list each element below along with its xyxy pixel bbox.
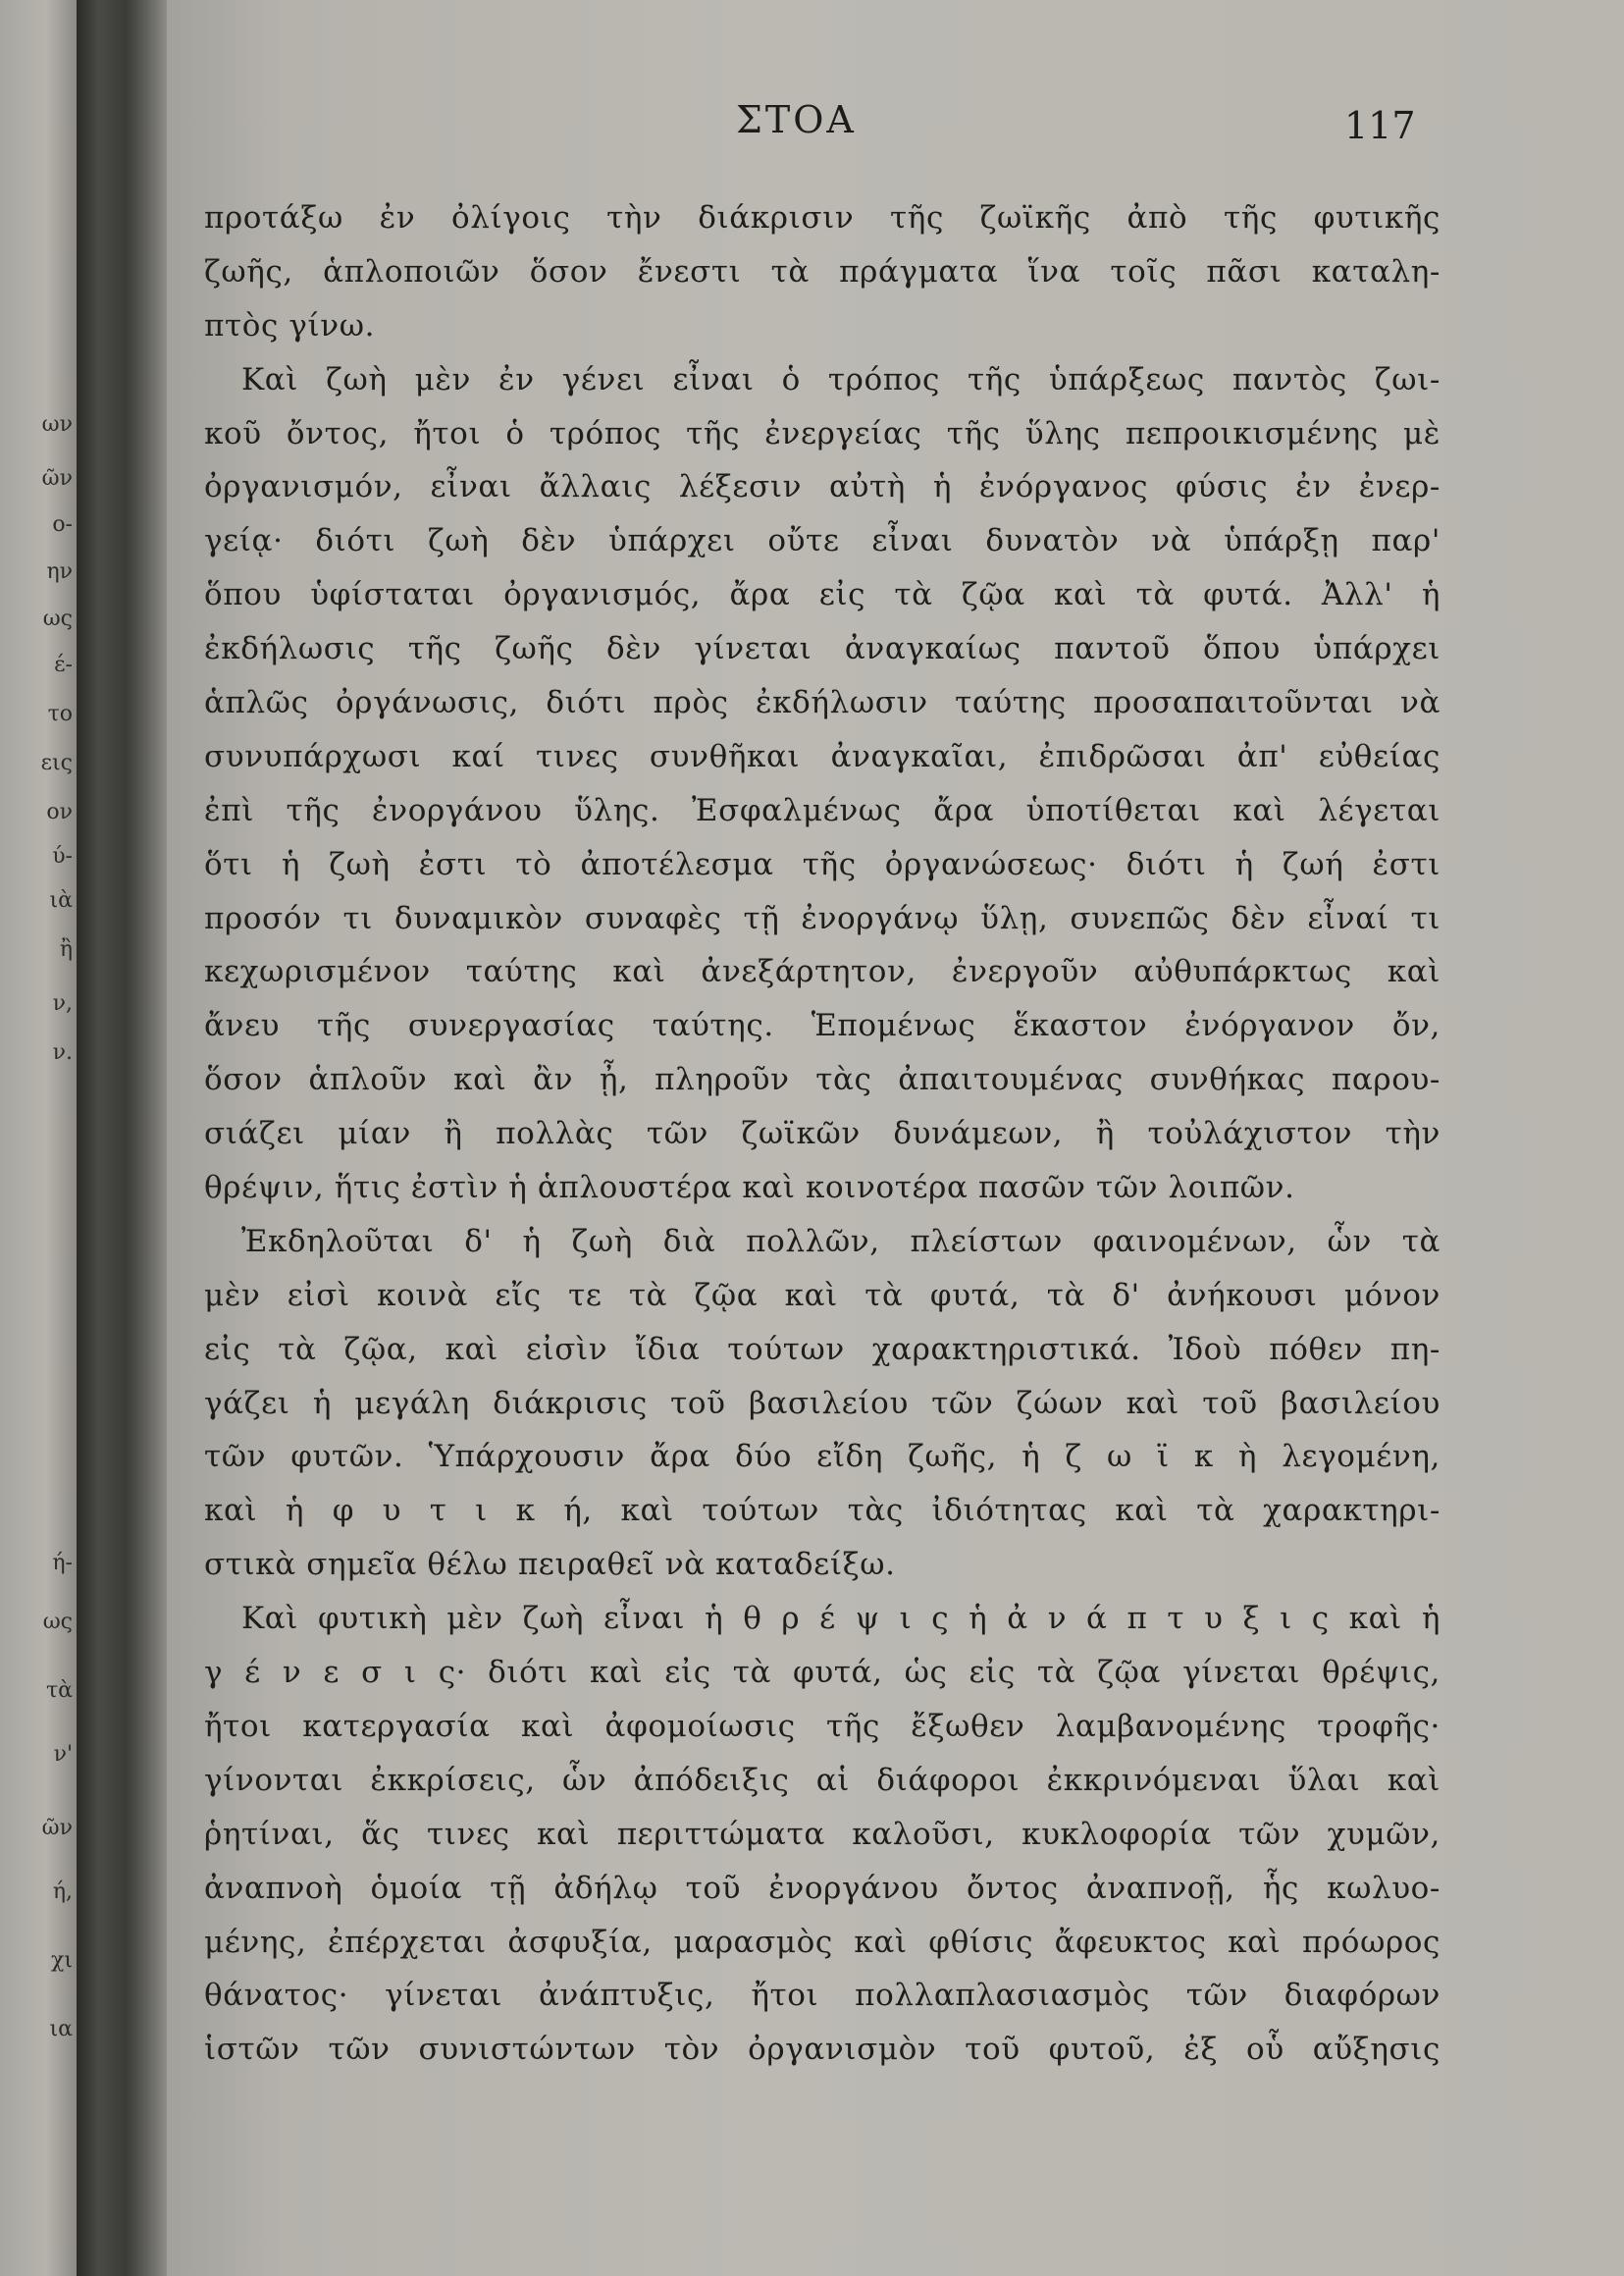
body-text [204, 191, 1441, 2077]
text-line: γ έ ν ε σ ι ς· διότι καὶ εἰς τὰ φυτά, ὡς εἰς τὰ ζῷα γίνεται θρέψις, [204, 1655, 1441, 1691]
margin-fragment: έ- [54, 653, 73, 677]
text-line: κεχωρισμένον ταύτης καὶ ἀνεξάρτητον, ἐνεργοῦν αὐθυπάρκτως καὶ [204, 954, 1441, 990]
margin-fragment: τὰ [45, 1678, 73, 1703]
text-line: ἀναπνοὴ ὁμοία τῇ ἀδήλῳ τοῦ ἐνοργάνου ὄντος ἀναπνοῇ, ἧς κωλυο- [204, 1870, 1441, 1906]
text-line: τῶν φυτῶν. Ὑπάρχουσιν ἄρα δύο εἴδη ζωῆς, ἡ ζ ω ϊ κ ὴ λεγομένη, [204, 1439, 1441, 1475]
text-line: ἁπλῶς ὀργάνωσις, διότι πρὸς ἐκδήλωσιν ταύτης προσαπαιτοῦνται νὰ [204, 685, 1441, 721]
text-line: ὅσον ἁπλοῦν καὶ ἂν ᾖ, πληροῦν τὰς ἀπαιτουμένας συνθήκας παρου- [204, 1062, 1441, 1098]
text-line: γάζει ἡ μεγάλη διάκρισις τοῦ βασιλείου τῶν ζώων καὶ τοῦ βασιλείου [204, 1385, 1441, 1421]
text-line: εἰς τὰ ζῷα, καὶ εἰσὶν ἴδια τούτων χαρακτηριστικά. Ἰδοὺ πόθεν πη- [204, 1331, 1441, 1367]
text-line: ἤτοι κατεργασία καὶ ἀφομοίωσις τῆς ἔξωθεν λαμβανομένης τροφῆς· [204, 1708, 1441, 1744]
text-line: ὅπου ὑφίσταται ὀργανισμός, ἄρα εἰς τὰ ζῷα καὶ τὰ φυτά. Ἀλλ' ἡ [204, 577, 1441, 613]
text-line: μένης, ἐπέρχεται ἀσφυξία, μαρασμὸς καὶ φθίσις ἄφευκτος καὶ πρόωρος [204, 1924, 1441, 1960]
page-header [167, 98, 1442, 157]
text-line: Καὶ φυτικὴ μὲν ζωὴ εἶναι ἡ θ ρ έ ψ ι ς ἡ ἀ ν ά π τ υ ξ ι ς καὶ ἡ [241, 1601, 1441, 1637]
text-line: συνυπάρχωσι καί τινες συνθῆκαι ἀναγκαῖαι, ἐπιδρῶσαι ἀπ' εὐθείας [204, 738, 1441, 774]
text-line: προτάξω ἐν ὀλίγοις τὴν διάκρισιν τῆς ζωϊκῆς ἀπὸ τῆς φυτικῆς [204, 200, 1441, 236]
margin-fragment: το [47, 702, 73, 726]
running-title: ΣΤΟΑ [736, 98, 857, 141]
text-line: γείᾳ· διότι ζωὴ δὲν ὑπάρχει οὔτε εἶναι δυνατὸν νὰ ὑπάρξῃ παρ' [204, 523, 1441, 559]
margin-fragment: ή, [52, 1879, 73, 1904]
margin-fragment: ως [42, 1610, 73, 1634]
margin-fragment: ως [42, 607, 73, 631]
text-line: πτὸς γίνω. [204, 307, 376, 344]
book-gutter [77, 0, 167, 2276]
margin-fragment: ια [49, 2017, 73, 2041]
margin-fragment: ν' [53, 1742, 73, 1767]
margin-fragment: εις [40, 751, 73, 775]
text-line: Ἐκδηλοῦται δ' ἡ ζωὴ διὰ πολλῶν, πλείστων φαινομένων, ὧν τὰ [241, 1223, 1441, 1259]
text-line: Καὶ ζωὴ μὲν ἐν γένει εἶναι ὁ τρόπος τῆς ὑπάρξεως παντὸς ζωι- [241, 361, 1441, 397]
margin-fragment: ν, [52, 991, 73, 1016]
margin-fragment: ή- [52, 1551, 73, 1575]
text-line: ζωῆς, ἁπλοποιῶν ὅσον ἔνεστι τὰ πράγματα ἵνα τοῖς πᾶσι καταλη- [204, 253, 1441, 290]
text-line: στικὰ σημεῖα θέλω πειραθεῖ νὰ καταδείξω. [204, 1547, 896, 1583]
margin-fragment: ιὰ [49, 888, 73, 913]
page-number: 117 [1344, 104, 1416, 147]
text-line: γίνονται ἐκκρίσεις, ὧν ἀπόδειξις αἱ διάφοροι ἐκκρινόμεναι ὕλαι καὶ [204, 1762, 1441, 1798]
margin-fragment: ον [46, 800, 73, 824]
margin-fragment: ἢ [59, 937, 73, 962]
margin-fragment: ων [41, 412, 73, 437]
margin-fragment: ύ- [52, 844, 73, 869]
text-line: ἐκδήλωσις τῆς ζωῆς δὲν γίνεται ἀναγκαίως παντοῦ ὅπου ὑπάρχει [204, 631, 1441, 667]
margin-fragment: ν. [52, 1040, 73, 1065]
text-line: ῥητίναι, ἅς τινες καὶ περιττώματα καλοῦσι, κυκλοφορία τῶν χυμῶν, [204, 1816, 1441, 1852]
text-line: ἄνευ τῆς συνεργασίας ταύτης. Ἑπομένως ἕκαστον ἐνόργανον ὄν, [204, 1008, 1441, 1044]
margin-fragment: ην [46, 559, 73, 584]
margin-fragment: ῶν [41, 466, 73, 491]
text-line: ἐπὶ τῆς ἐνοργάνου ὕλης. Ἐσφαλμένως ἄρα ὑποτίθεται καὶ λέγεται [204, 792, 1441, 828]
margin-fragment: ο- [52, 512, 73, 537]
text-line: ὀργανισμόν, εἶναι ἄλλαις λέξεσιν αὐτὴ ἡ ἐνόργανος φύσις ἐν ἐνερ- [204, 469, 1441, 505]
margin-fragment: χι [51, 1948, 73, 1973]
text-line: κοῦ ὄντος, ἤτοι ὁ τρόπος τῆς ἐνεργείας τῆς ὕλης πεπροικισμένης μὲ [204, 415, 1441, 451]
text-line: ἱστῶν τῶν συνιστώντων τὸν ὀργανισμὸν τοῦ φυτοῦ, ἐξ οὗ αὔξησις [204, 2032, 1441, 2068]
previous-page-edge [0, 0, 77, 2276]
text-line: προσόν τι δυναμικὸν συναφὲς τῇ ἐνοργάνῳ ὕλῃ, συνεπῶς δὲν εἶναί τι [204, 900, 1441, 936]
text-line: μὲν εἰσὶ κοινὰ εἴς τε τὰ ζῷα καὶ τὰ φυτά, τὰ δ' ἀνήκουσι μόνον [204, 1277, 1441, 1313]
book-page [167, 0, 1624, 2276]
text-line: θάνατος· γίνεται ἀνάπτυξις, ἤτοι πολλαπλασιασμὸς τῶν διαφόρων [204, 1978, 1441, 2014]
margin-fragment: ῶν [41, 1816, 73, 1840]
text-line: καὶ ἡ φ υ τ ι κ ή, καὶ τούτων τὰς ἰδιότητας καὶ τὰ χαρακτηρι- [204, 1493, 1441, 1529]
text-line: ὅτι ἡ ζωὴ ἐστι τὸ ἀποτέλεσμα τῆς ὀργανώσεως· διότι ἡ ζωή ἐστι [204, 846, 1441, 882]
text-line: σιάζει μίαν ἢ πολλὰς τῶν ζωϊκῶν δυνάμεων, ἢ τοὐλάχιστον τὴν [204, 1116, 1441, 1152]
text-line: θρέψιν, ἥτις ἐστὶν ἡ ἁπλουστέρα καὶ κοινοτέρα πασῶν τῶν λοιπῶν. [204, 1170, 1295, 1206]
